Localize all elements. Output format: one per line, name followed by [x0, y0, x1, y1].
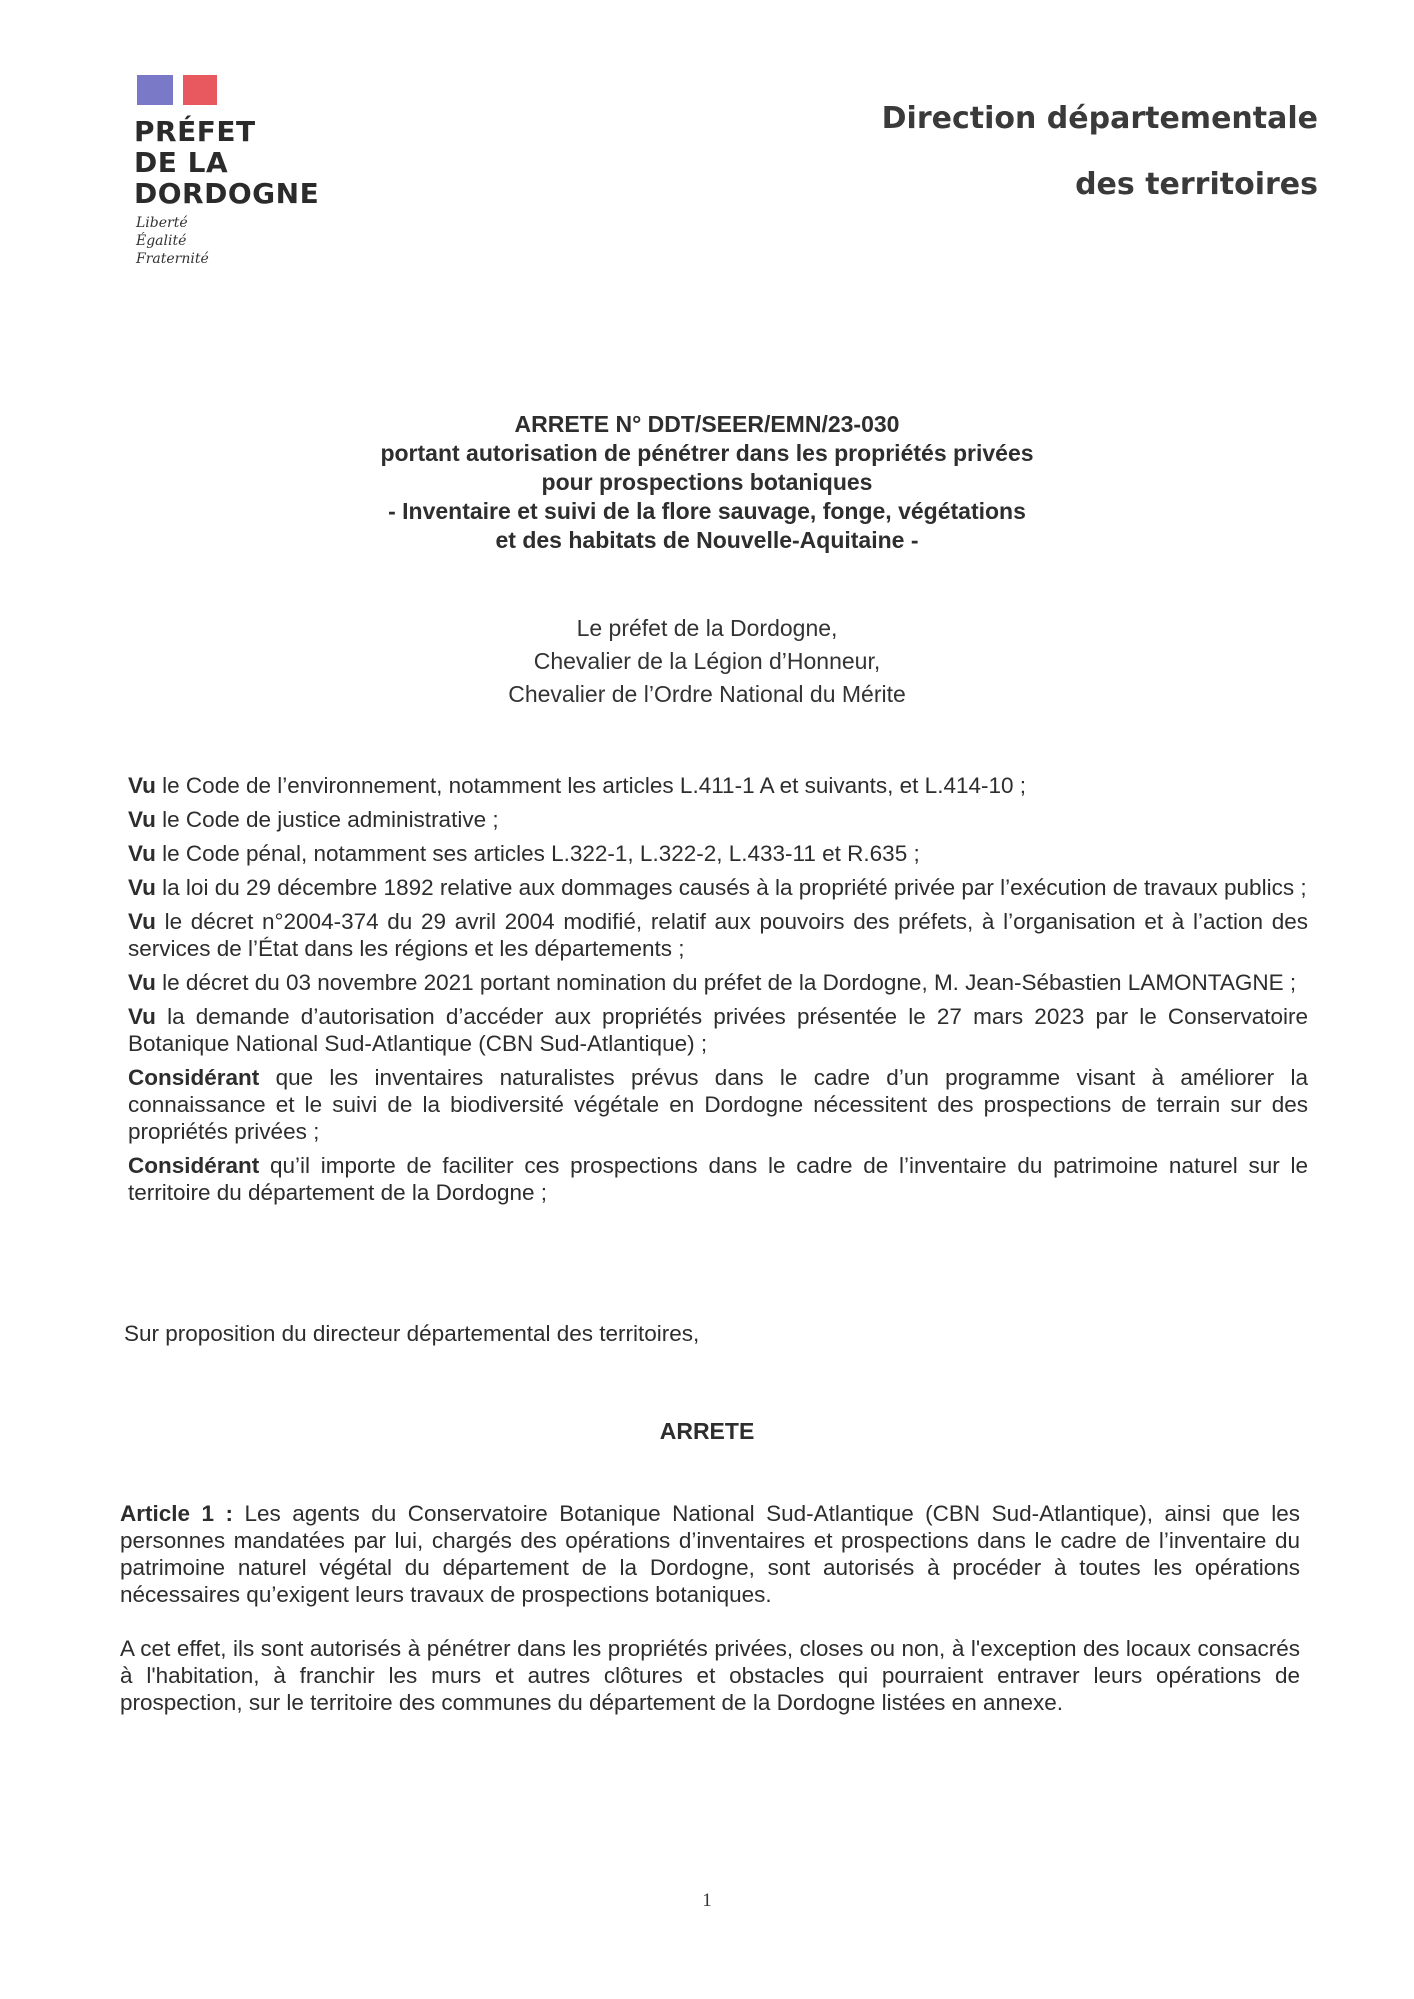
issuing-service — [882, 86, 1318, 218]
prefecture-name — [134, 116, 319, 209]
marianne-logo-icon — [137, 75, 217, 105]
title-line: - Inventaire et suivi de la flore sauvage, fonge, végétations — [388, 498, 1026, 524]
legal-visas — [128, 772, 1308, 1213]
visa-item — [128, 772, 1308, 799]
visa-item — [128, 1003, 1308, 1057]
visa-item — [128, 1064, 1308, 1145]
visa-item — [128, 908, 1308, 962]
title-line: pour prospections botaniques — [541, 469, 873, 495]
visa-lead: Vu — [128, 1004, 156, 1029]
republic-motto — [136, 214, 209, 268]
motto-line: Liberté — [136, 215, 188, 231]
visa-text: la loi du 29 décembre 1892 relative aux dommages causés à la propriété privée par l’exécution de travaux publics ; — [155, 875, 1307, 900]
service-line: des territoires — [1075, 167, 1318, 202]
visa-text: le décret n°2004-374 du 29 avril 2004 modifié, relatif aux pouvoirs des préfets, à l’organisation et à l’action des services de l’État dans les régions et les départements ; — [128, 909, 1308, 961]
visa-lead: Vu — [128, 773, 156, 798]
visa-text: le Code de l’environnement, notamment les articles L.411-1 A et suivants, et L.414-10 ; — [155, 773, 1027, 798]
visa-lead: Vu — [128, 841, 156, 866]
article-label: Article 1 : — [120, 1501, 233, 1526]
visa-lead: Vu — [128, 807, 156, 832]
article-paragraph: A cet effet, ils sont autorisés à pénétrer dans les propriétés privées, closes ou non, à l'exception des locaux consacrés à l'habitation, à franchir les murs et autres clôtures et obstacles qui pourraient entraver leurs opérations de prospection, sur le territoire des communes du département de la Dordogne listées en annexe. — [120, 1636, 1300, 1715]
motto-line: Égalité — [136, 233, 187, 249]
prefecture-name-line: DORDOGNE — [134, 177, 320, 210]
title-line: ARRETE N° DDT/SEER/EMN/23-030 — [514, 411, 900, 437]
title-line: portant autorisation de pénétrer dans les propriétés privées — [380, 440, 1034, 466]
logo-white-band — [173, 75, 183, 105]
prefecture-name-line: DE LA — [134, 146, 229, 179]
visa-lead: Vu — [128, 909, 156, 934]
visa-text: le Code de justice administrative ; — [155, 807, 499, 832]
visa-text: la demande d’autorisation d’accéder aux propriétés privées présentée le 27 mars 2023 par le Conservatoire Botanique National Sud-Atlantique (CBN Sud-Atlantique) ; — [128, 1004, 1308, 1056]
visa-text: le décret du 03 novembre 2021 portant nomination du préfet de la Dordogne, M. Jean-Sébastien LAMONTAGNE ; — [155, 970, 1297, 995]
motto-line: Fraternité — [136, 251, 209, 267]
visa-lead: Considérant — [128, 1065, 260, 1090]
prefect-line: Chevalier de l’Ordre National du Mérite — [508, 681, 906, 707]
decision-heading: ARRETE — [659, 1418, 755, 1444]
prefect-titles — [0, 612, 1414, 711]
visa-lead: Vu — [128, 875, 156, 900]
visa-item — [128, 806, 1308, 833]
visa-item — [128, 840, 1308, 867]
article-paragraph — [120, 1500, 1300, 1608]
title-line: et des habitats de Nouvelle-Aquitaine - — [495, 527, 919, 553]
proposal-line: Sur proposition du directeur départemental des territoires, — [124, 1321, 700, 1346]
visa-lead: Vu — [128, 970, 156, 995]
article-1 — [120, 1500, 1300, 1743]
service-line: Direction départementale — [881, 101, 1318, 136]
visa-item — [128, 874, 1308, 901]
prefecture-name-line: PRÉFET — [134, 115, 256, 148]
prefect-line: Le préfet de la Dordogne, — [576, 615, 838, 641]
visa-text: que les inventaires naturalistes prévus dans le cadre d’un programme visant à améliorer la connaissance et le suivi de la biodiversité végétale en Dordogne nécessitent des prospections de terrain sur des propriétés privées ; — [128, 1065, 1308, 1144]
page-number: 1 — [702, 1890, 712, 1911]
visa-text: qu’il importe de faciliter ces prospections dans le cadre de l’inventaire du patrimoine naturel sur le territoire du département de la Dordogne ; — [128, 1153, 1308, 1205]
visa-lead: Considérant — [128, 1153, 260, 1178]
visa-item — [128, 969, 1308, 996]
visa-item — [128, 1152, 1308, 1206]
logo-blue-band — [137, 75, 173, 105]
decree-title — [0, 410, 1414, 555]
prefect-line: Chevalier de la Légion d’Honneur, — [533, 648, 881, 674]
logo-red-band — [183, 75, 217, 105]
visa-text: le Code pénal, notamment ses articles L.322-1, L.322-2, L.433-11 et R.635 ; — [155, 841, 920, 866]
article-text: Les agents du Conservatoire Botanique National Sud-Atlantique (CBN Sud-Atlantique), ainsi que les personnes mandatées par lui, chargés des opérations d’inventaires et prospections dans le cadre de l’inventaire du patrimoine naturel végétal du département de la Dordogne, sont autorisés à procéder à toutes les opérations nécessaires qu’exigent leurs travaux de prospections botaniques. — [120, 1501, 1300, 1607]
